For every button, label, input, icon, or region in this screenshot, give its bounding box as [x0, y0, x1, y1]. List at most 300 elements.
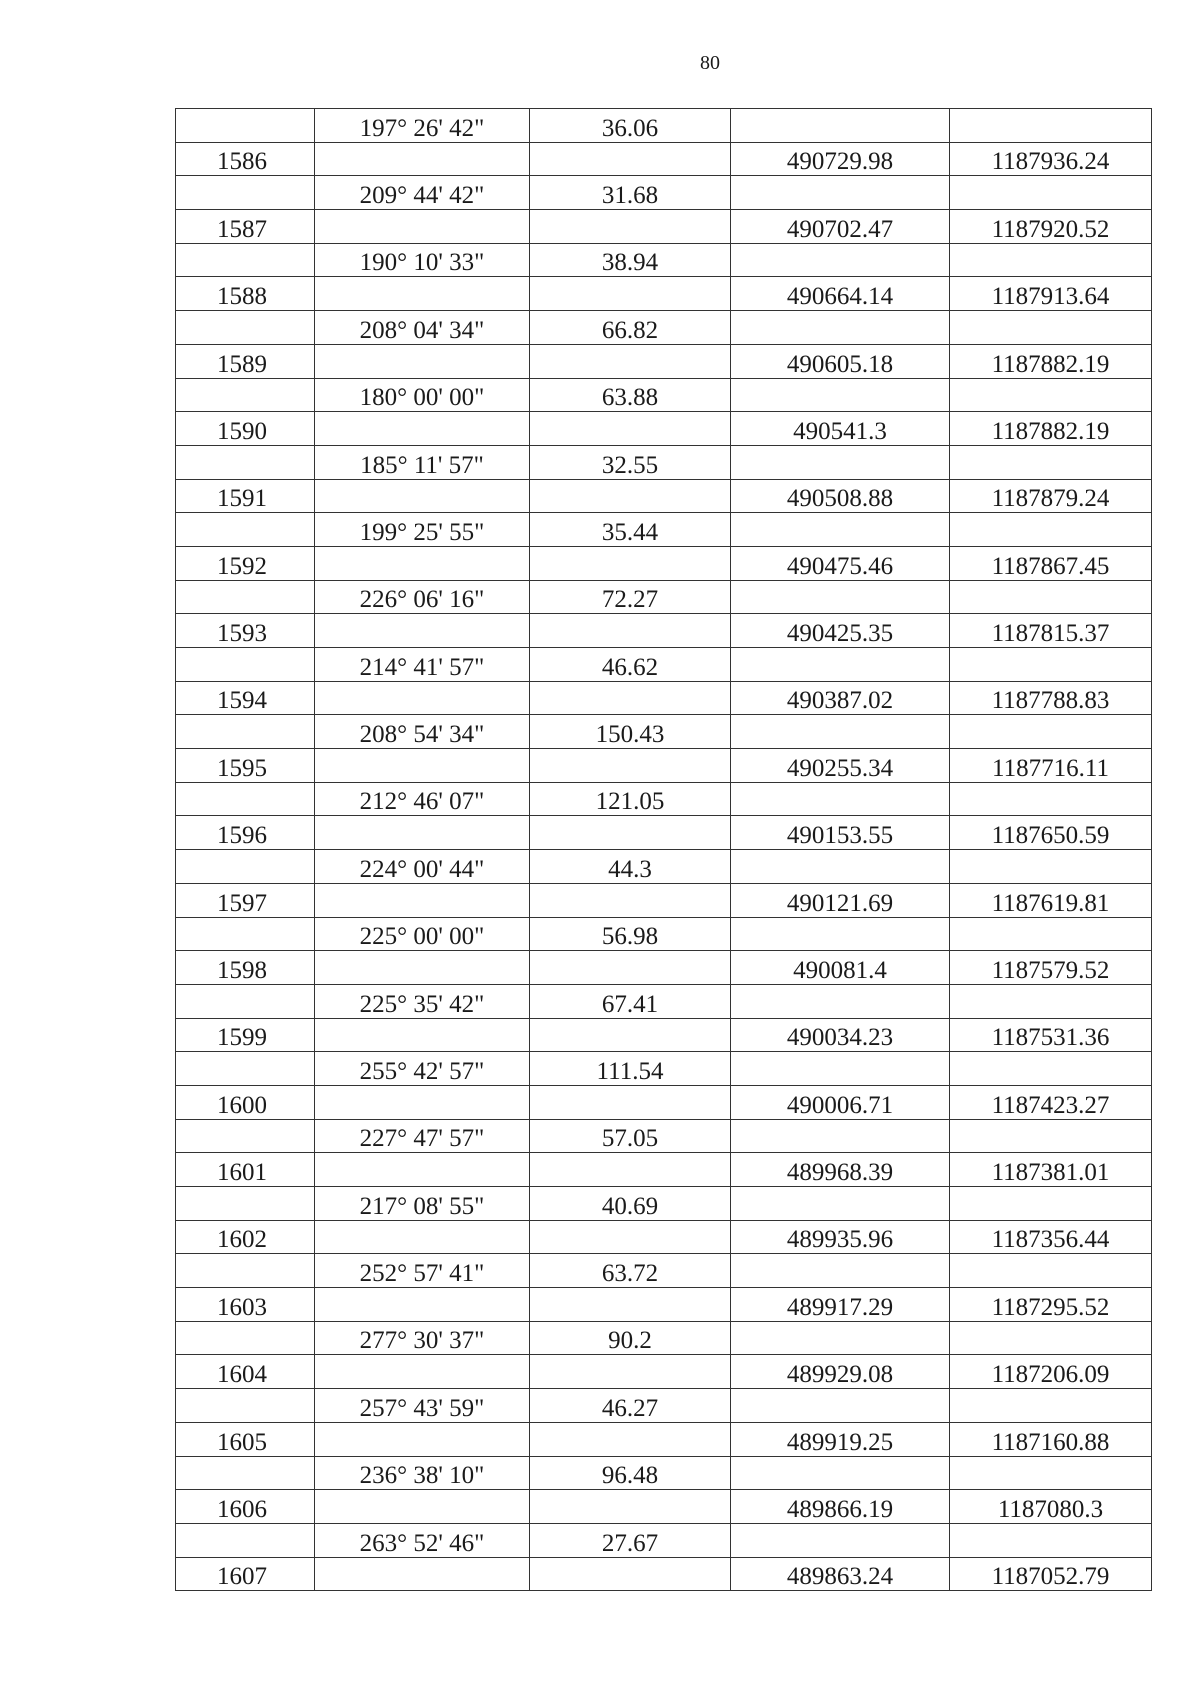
distance-cell-text: 35.44: [601, 518, 659, 546]
bearing-cell: [315, 1153, 530, 1187]
y-coordinate-cell: [950, 749, 1152, 783]
distance-cell-text: 96.48: [601, 1462, 659, 1490]
table-row: [176, 311, 1152, 345]
distance-cell: [530, 1321, 731, 1355]
x-coordinate-cell-text: 490729.98: [786, 148, 894, 176]
bearing-cell-text: 236° 38' 10": [359, 1462, 485, 1490]
x-coordinate-cell-text: 490081.4: [793, 956, 887, 984]
point-number-cell: [176, 445, 315, 479]
y-coordinate-cell: [950, 883, 1152, 917]
bearing-cell: [315, 1119, 530, 1153]
x-coordinate-cell: [731, 883, 950, 917]
x-coordinate-cell: [731, 614, 950, 648]
y-coordinate-cell: [950, 1288, 1152, 1322]
bearing-cell: [315, 1085, 530, 1119]
distance-cell: [530, 648, 731, 682]
y-coordinate-cell: [950, 1153, 1152, 1187]
distance-cell-text: 46.62: [601, 653, 659, 681]
y-coordinate-cell: [950, 648, 1152, 682]
x-coordinate-cell: [731, 479, 950, 513]
distance-cell-text: 63.88: [601, 384, 659, 412]
x-coordinate-cell: [731, 1523, 950, 1557]
y-coordinate-cell-text: 1187206.09: [991, 1361, 1110, 1389]
point-number-cell-text: 1590: [217, 417, 267, 445]
y-coordinate-cell-text: 1187879.24: [991, 485, 1110, 513]
bearing-cell: [315, 782, 530, 816]
point-number-cell: [176, 1490, 315, 1524]
table-row: [176, 1220, 1152, 1254]
point-number-cell: [176, 1422, 315, 1456]
x-coordinate-cell-text: 489863.24: [786, 1563, 894, 1591]
y-coordinate-cell-text: 1187913.64: [991, 283, 1110, 311]
x-coordinate-cell-text: 490664.14: [786, 283, 894, 311]
point-number-cell: [176, 344, 315, 378]
distance-cell: [530, 1220, 731, 1254]
point-number-cell-text: 1598: [217, 956, 267, 984]
point-number-cell: [176, 1052, 315, 1086]
point-number-cell: [176, 715, 315, 749]
table-row: [176, 816, 1152, 850]
y-coordinate-cell-text: 1187531.36: [991, 1024, 1110, 1052]
distance-cell: [530, 749, 731, 783]
bearing-cell: [315, 749, 530, 783]
bearing-cell: [315, 648, 530, 682]
table-row: [176, 1254, 1152, 1288]
distance-cell-text: 56.98: [601, 923, 659, 951]
point-number-cell: [176, 1557, 315, 1591]
x-coordinate-cell: [731, 1085, 950, 1119]
y-coordinate-cell: [950, 1187, 1152, 1221]
bearing-cell-text: 252° 57' 41": [359, 1260, 485, 1288]
x-coordinate-cell-text: 490541.3: [793, 417, 887, 445]
point-number-cell: [176, 984, 315, 1018]
distance-cell: [530, 479, 731, 513]
bearing-cell-text: 208° 04' 34": [359, 316, 485, 344]
distance-cell-text: 111.54: [596, 1057, 664, 1085]
y-coordinate-cell: [950, 816, 1152, 850]
point-number-cell: [176, 1187, 315, 1221]
x-coordinate-cell: [731, 1153, 950, 1187]
distance-cell: [530, 984, 731, 1018]
point-number-cell: [176, 749, 315, 783]
x-coordinate-cell-text: 490121.69: [786, 889, 894, 917]
x-coordinate-cell-text: 489917.29: [786, 1293, 894, 1321]
x-coordinate-cell: [731, 1422, 950, 1456]
distance-cell-text: 57.05: [601, 1125, 659, 1153]
bearing-cell-text: 185° 11' 57": [360, 451, 484, 479]
point-number-cell: [176, 1355, 315, 1389]
distance-cell-text: 121.05: [595, 788, 665, 816]
y-coordinate-cell: [950, 479, 1152, 513]
y-coordinate-cell-text: 1187579.52: [991, 956, 1110, 984]
table-row: [176, 1557, 1152, 1591]
x-coordinate-cell: [731, 1052, 950, 1086]
point-number-cell: [176, 1456, 315, 1490]
x-coordinate-cell: [731, 412, 950, 446]
point-number-cell: [176, 1254, 315, 1288]
table-row: [176, 1119, 1152, 1153]
x-coordinate-cell-text: 490508.88: [786, 485, 894, 513]
point-number-cell: [176, 917, 315, 951]
x-coordinate-cell-text: 490006.71: [786, 1091, 894, 1119]
x-coordinate-cell-text: 490034.23: [786, 1024, 894, 1052]
bearing-cell-text: 197° 26' 42": [359, 114, 485, 142]
y-coordinate-cell-text: 1187052.79: [991, 1563, 1110, 1591]
distance-cell: [530, 1456, 731, 1490]
point-number-cell-text: 1605: [217, 1428, 267, 1456]
bearing-cell: [315, 883, 530, 917]
x-coordinate-cell: [731, 782, 950, 816]
point-number-cell: [176, 311, 315, 345]
x-coordinate-cell: [731, 176, 950, 210]
y-coordinate-cell-text: 1187080.3: [997, 1495, 1104, 1523]
bearing-cell: [315, 109, 530, 143]
bearing-cell: [315, 546, 530, 580]
distance-cell: [530, 1557, 731, 1591]
distance-cell-text: 32.55: [601, 451, 659, 479]
table-body: [176, 109, 1152, 1591]
point-number-cell: [176, 109, 315, 143]
y-coordinate-cell-text: 1187716.11: [992, 754, 1109, 782]
x-coordinate-cell-text: 489929.08: [786, 1361, 894, 1389]
bearing-cell-text: 226° 06' 16": [359, 586, 485, 614]
x-coordinate-cell: [731, 1389, 950, 1423]
distance-cell: [530, 580, 731, 614]
point-number-cell: [176, 243, 315, 277]
point-number-cell-text: 1602: [217, 1226, 267, 1254]
bearing-cell: [315, 816, 530, 850]
x-coordinate-cell: [731, 277, 950, 311]
point-number-cell-text: 1599: [217, 1024, 267, 1052]
y-coordinate-cell: [950, 109, 1152, 143]
y-coordinate-cell: [950, 1490, 1152, 1524]
distance-cell: [530, 1052, 731, 1086]
y-coordinate-cell-text: 1187815.37: [991, 620, 1110, 647]
distance-cell: [530, 715, 731, 749]
point-number-cell-text: 1591: [217, 485, 267, 513]
point-number-cell: [176, 580, 315, 614]
x-coordinate-cell: [731, 311, 950, 345]
y-coordinate-cell: [950, 1422, 1152, 1456]
coordinates-table: [175, 108, 1152, 1591]
point-number-cell: [176, 951, 315, 985]
y-coordinate-cell-text: 1187381.01: [991, 1159, 1110, 1186]
y-coordinate-cell: [950, 142, 1152, 176]
x-coordinate-cell: [731, 513, 950, 547]
point-number-cell: [176, 479, 315, 513]
bearing-cell: [315, 1052, 530, 1086]
table-row: [176, 580, 1152, 614]
x-coordinate-cell: [731, 1187, 950, 1221]
distance-cell: [530, 681, 731, 715]
y-coordinate-cell: [950, 782, 1152, 816]
bearing-cell: [315, 210, 530, 244]
bearing-cell: [315, 1490, 530, 1524]
y-coordinate-cell: [950, 1557, 1152, 1591]
y-coordinate-cell-text: 1187788.83: [991, 687, 1110, 715]
point-number-cell: [176, 176, 315, 210]
point-number-cell: [176, 850, 315, 884]
point-number-cell-text: 1603: [217, 1293, 267, 1321]
table-row: [176, 412, 1152, 446]
distance-cell: [530, 1119, 731, 1153]
bearing-cell: [315, 1321, 530, 1355]
y-coordinate-cell: [950, 378, 1152, 412]
table-row: [176, 1052, 1152, 1086]
x-coordinate-cell: [731, 850, 950, 884]
table-row: [176, 1456, 1152, 1490]
distance-cell-text: 67.41: [601, 990, 659, 1018]
table-row: [176, 1355, 1152, 1389]
table-row: [176, 1085, 1152, 1119]
point-number-cell: [176, 210, 315, 244]
x-coordinate-cell: [731, 1557, 950, 1591]
distance-cell-text: 31.68: [601, 182, 659, 210]
point-number-cell-text: 1601: [217, 1159, 267, 1186]
table-row: [176, 445, 1152, 479]
point-number-cell-text: 1594: [217, 687, 267, 715]
bearing-cell-text: 180° 00' 00": [359, 384, 485, 412]
x-coordinate-cell-text: 490153.55: [786, 822, 894, 850]
point-number-cell: [176, 1085, 315, 1119]
y-coordinate-cell-text: 1187356.44: [991, 1226, 1110, 1254]
x-coordinate-cell-text: 490255.34: [786, 754, 894, 782]
y-coordinate-cell: [950, 984, 1152, 1018]
point-number-cell-text: 1600: [217, 1091, 267, 1119]
point-number-cell: [176, 1153, 315, 1187]
y-coordinate-cell: [950, 1220, 1152, 1254]
y-coordinate-cell-text: 1187423.27: [991, 1091, 1110, 1119]
distance-cell: [530, 378, 731, 412]
bearing-cell: [315, 344, 530, 378]
x-coordinate-cell: [731, 681, 950, 715]
bearing-cell: [315, 1389, 530, 1423]
distance-cell: [530, 1288, 731, 1322]
table-row: [176, 109, 1152, 143]
y-coordinate-cell: [950, 344, 1152, 378]
table-row: [176, 782, 1152, 816]
point-number-cell-text: 1606: [217, 1495, 267, 1523]
bearing-cell-text: 199° 25' 55": [359, 518, 485, 546]
point-number-cell: [176, 782, 315, 816]
point-number-cell: [176, 546, 315, 580]
bearing-cell: [315, 513, 530, 547]
distance-cell-text: 40.69: [601, 1192, 659, 1220]
distance-cell-text: 44.3: [608, 855, 652, 883]
table-row: [176, 479, 1152, 513]
y-coordinate-cell-text: 1187882.19: [991, 417, 1110, 445]
table-row: [176, 513, 1152, 547]
bearing-cell: [315, 479, 530, 513]
distance-cell-text: 72.27: [601, 586, 659, 614]
bearing-cell: [315, 1456, 530, 1490]
y-coordinate-cell: [950, 614, 1152, 648]
table-row: [176, 1153, 1152, 1187]
bearing-cell: [315, 1254, 530, 1288]
page-number: 80: [700, 52, 720, 74]
table-row: [176, 243, 1152, 277]
distance-cell: [530, 176, 731, 210]
x-coordinate-cell: [731, 648, 950, 682]
distance-cell: [530, 1187, 731, 1221]
y-coordinate-cell: [950, 681, 1152, 715]
distance-cell: [530, 1085, 731, 1119]
y-coordinate-cell: [950, 412, 1152, 446]
point-number-cell: [176, 1018, 315, 1052]
point-number-cell-text: 1592: [217, 552, 267, 580]
bearing-cell: [315, 277, 530, 311]
x-coordinate-cell-text: 489968.39: [786, 1159, 894, 1186]
distance-cell-text: 46.27: [601, 1394, 659, 1422]
y-coordinate-cell-text: 1187650.59: [991, 822, 1110, 850]
point-number-cell-text: 1587: [217, 215, 267, 243]
y-coordinate-cell: [950, 1018, 1152, 1052]
point-number-cell-text: 1596: [217, 822, 267, 850]
distance-cell: [530, 816, 731, 850]
point-number-cell: [176, 277, 315, 311]
distance-cell: [530, 277, 731, 311]
y-coordinate-cell: [950, 513, 1152, 547]
distance-cell-text: 36.06: [601, 114, 659, 142]
table-row: [176, 1288, 1152, 1322]
distance-cell-text: 90.2: [608, 1327, 652, 1355]
bearing-cell-text: 225° 35' 42": [359, 990, 485, 1018]
distance-cell: [530, 850, 731, 884]
distance-cell: [530, 142, 731, 176]
point-number-cell: [176, 513, 315, 547]
table-row: [176, 715, 1152, 749]
distance-cell: [530, 782, 731, 816]
bearing-cell: [315, 580, 530, 614]
bearing-cell-text: 212° 46' 07": [359, 788, 485, 816]
y-coordinate-cell: [950, 1523, 1152, 1557]
x-coordinate-cell: [731, 445, 950, 479]
table-row: [176, 344, 1152, 378]
table-row: [176, 210, 1152, 244]
table-row: [176, 850, 1152, 884]
distance-cell: [530, 344, 731, 378]
bearing-cell: [315, 243, 530, 277]
x-coordinate-cell: [731, 142, 950, 176]
y-coordinate-cell-text: 1187882.19: [991, 350, 1110, 378]
point-number-cell-text: 1607: [217, 1563, 267, 1591]
table-row: [176, 1422, 1152, 1456]
table-row: [176, 917, 1152, 951]
x-coordinate-cell: [731, 1456, 950, 1490]
y-coordinate-cell: [950, 1052, 1152, 1086]
y-coordinate-cell: [950, 210, 1152, 244]
distance-cell: [530, 1254, 731, 1288]
point-number-cell: [176, 614, 315, 648]
point-number-cell-text: 1593: [217, 620, 267, 647]
y-coordinate-cell-text: 1187160.88: [991, 1428, 1110, 1456]
distance-cell: [530, 311, 731, 345]
bearing-cell: [315, 412, 530, 446]
point-number-cell: [176, 883, 315, 917]
table-row: [176, 951, 1152, 985]
bearing-cell: [315, 1355, 530, 1389]
table-row: [176, 749, 1152, 783]
x-coordinate-cell: [731, 210, 950, 244]
x-coordinate-cell: [731, 109, 950, 143]
point-number-cell: [176, 1220, 315, 1254]
distance-cell: [530, 412, 731, 446]
y-coordinate-cell: [950, 951, 1152, 985]
distance-cell-text: 38.94: [601, 249, 659, 277]
point-number-cell-text: 1597: [217, 889, 267, 917]
x-coordinate-cell: [731, 344, 950, 378]
point-number-cell: [176, 412, 315, 446]
bearing-cell: [315, 1220, 530, 1254]
bearing-cell: [315, 176, 530, 210]
x-coordinate-cell: [731, 984, 950, 1018]
x-coordinate-cell: [731, 1490, 950, 1524]
point-number-cell: [176, 816, 315, 850]
bearing-cell-text: 277° 30' 37": [359, 1327, 485, 1355]
bearing-cell-text: 225° 00' 00": [359, 923, 485, 951]
distance-cell-text: 150.43: [595, 721, 665, 749]
distance-cell: [530, 1422, 731, 1456]
y-coordinate-cell: [950, 1321, 1152, 1355]
x-coordinate-cell: [731, 917, 950, 951]
bearing-cell: [315, 715, 530, 749]
x-coordinate-cell: [731, 1220, 950, 1254]
bearing-cell: [315, 1523, 530, 1557]
bearing-cell: [315, 142, 530, 176]
x-coordinate-cell: [731, 951, 950, 985]
y-coordinate-cell-text: 1187619.81: [991, 889, 1110, 917]
point-number-cell-text: 1604: [217, 1361, 267, 1389]
table-row: [176, 176, 1152, 210]
x-coordinate-cell-text: 490387.02: [786, 687, 894, 715]
y-coordinate-cell: [950, 1254, 1152, 1288]
y-coordinate-cell: [950, 1355, 1152, 1389]
table-row: [176, 378, 1152, 412]
distance-cell: [530, 1153, 731, 1187]
y-coordinate-cell: [950, 243, 1152, 277]
y-coordinate-cell: [950, 1085, 1152, 1119]
bearing-cell: [315, 1187, 530, 1221]
point-number-cell: [176, 1321, 315, 1355]
distance-cell: [530, 883, 731, 917]
distance-cell: [530, 951, 731, 985]
table-row: [176, 984, 1152, 1018]
point-number-cell-text: 1595: [217, 754, 267, 782]
bearing-cell: [315, 1018, 530, 1052]
distance-cell: [530, 513, 731, 547]
y-coordinate-cell: [950, 311, 1152, 345]
y-coordinate-cell: [950, 445, 1152, 479]
bearing-cell: [315, 850, 530, 884]
x-coordinate-cell: [731, 546, 950, 580]
x-coordinate-cell: [731, 580, 950, 614]
distance-cell: [530, 614, 731, 648]
point-number-cell-text: 1586: [217, 148, 267, 176]
y-coordinate-cell: [950, 917, 1152, 951]
bearing-cell-text: 214° 41' 57": [359, 653, 485, 681]
point-number-cell: [176, 1389, 315, 1423]
table-row: [176, 546, 1152, 580]
table-row: [176, 1018, 1152, 1052]
distance-cell: [530, 1355, 731, 1389]
table-row: [176, 883, 1152, 917]
table-row: [176, 277, 1152, 311]
distance-cell: [530, 546, 731, 580]
bearing-cell-text: 255° 42' 57": [359, 1057, 485, 1085]
x-coordinate-cell-text: 489866.19: [786, 1495, 894, 1523]
x-coordinate-cell: [731, 1119, 950, 1153]
table-row: [176, 681, 1152, 715]
